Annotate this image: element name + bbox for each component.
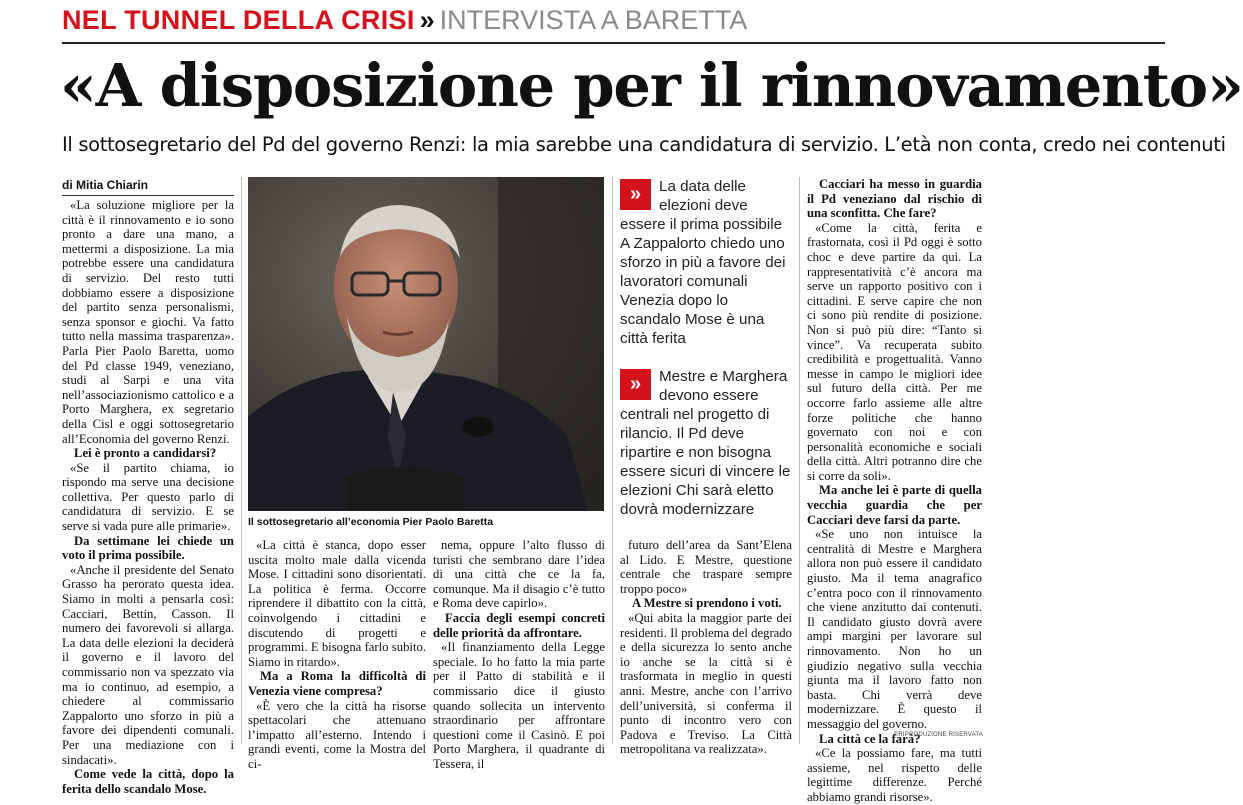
body-paragraph: «La soluzione migliore per la città è il rinnovamento e io sono pronto a dare una mano, a mettermi a disposizione. La mia potrebbe essere una candidatura di servizio. Del resto tutti dobbiamo essere a disposizione del partito senza personalismi, senza sponsor e giochi. Va fatto tutto nella massima trasparenza». Parla Pier Paolo Baretta, uomo del Pd classe 1949, veneziano, studi al Sarpi e una vita nell’associazionismo cattolico e a Porto Marghera, ex segretario della Cisl e oggi sottosegretario all’Economia del governo Renzi. [62,198,234,446]
column-divider [799,177,800,744]
article-column-2 [248,538,426,771]
body-paragraph: «Anche il presidente del Senato Grasso ha perorato questa idea. Siamo in molti a pensarla così: Cacciari, Bettin, Casson. Il numero dei favorevoli si allarga. La data delle elezioni la deciderà il governo e il lavoro del commissario non va spezzato via ma io continuo, ad esempio, a chiedere al commissario Zappalorto uno sforzo in più a favore dei dipendenti comunali. Per una mediazione con i sindacati». [62,562,234,767]
interview-question: Cacciari ha messo in guardia il Pd veneziano dal rischio di una sconfitta. Che fare? [807,177,982,221]
body-paragraph: futuro dell’area da Sant’Elena al Lido. E Mestre, questione centrale che traspare sempre troppo poco» [620,538,792,596]
article-column-4 [620,538,792,757]
body-paragraph: «È vero che la città ha risorse spettacolari che attenuano l’impatto all’esterno. Intendo i grandi eventi, come la Mostra del ci- [248,698,426,771]
subtitle: Il sottosegretario del Pd del governo Renzi: la mia sarebbe una candidatura di servizio. L’età non conta, credo nei contenuti [62,133,1226,156]
byline: di Mitia Chiarin [62,177,234,196]
kicker-arrow: » [419,5,435,35]
interview-question: La città ce la farà? [819,731,921,746]
body-paragraph: «Ce la possiamo fare, ma tutti assieme, nel rispetto delle legittime differenze. Perché abbiamo grandi risorse». [807,746,982,804]
header-divider [62,42,1165,44]
pull-quote-text: La data delle elezioni deve essere il prima possibile A Zappalorto chiedo uno sforzo in più a favore dei lavoratori comunali Venezia dopo lo scandalo Mose è una città ferita [620,178,786,347]
interview-question: Lei è pronto a candidarsi? [74,446,217,461]
column-divider [612,177,613,744]
section-kicker [62,3,747,37]
article-photo [248,177,604,511]
portrait-illustration [248,177,604,511]
copyright-notice: ©RIPRODUZIONE RISERVATA [893,732,983,738]
body-paragraph: «Se uno non intuisce la centralità di Mestre e Marghera allora non può essere il candidato giusto. Ma il tema anagrafico c’entra poco con il rinnovamento che viene anzitutto dai contenuti. Il candidato giusto dovrà avere ampi margini per lavorare sul rinnovamento. Non ho un giudizio negativo sulla vecchia giunta ma il lavoro fatto non basta. Chi verrà deve modernizzare. È questo il messaggio del governo. [807,527,982,731]
body-paragraph: nema, oppure l’alto flusso di turisti che sembrano dare l’idea di una città che ce la fa, comunque. Ma il disagio c’è tutto e Roma deve capirlo». [433,538,605,611]
interview-question: Ma a Roma la difficoltà di Venezia viene compresa? [248,669,426,698]
headline: «A disposizione per il rinnovamento» [60,51,1243,120]
body-paragraph: «La città è stanca, dopo esser uscita molto male dalla vicenda Mose. I cittadini sono disorientati. La politica è ferma. Occorre riprendere il dibattito con la città, coinvolgendo i cittadini e discutendo di progetti e programmi. E bisogna farlo subito. Siamo in ritardo». [248,538,426,669]
interview-question: A Mestre si prendono i voti. [632,596,782,611]
quote-marker-icon: » [620,369,651,400]
pull-quote-text: Mestre e Marghera devono essere centrali nel progetto di rilancio. Il Pd deve ripartire e non bisogna essere sicuri di vincere le elezioni Chi sarà eletto dovrà modernizzare [620,368,791,518]
photo-caption: Il sottosegretario all’economia Pier Paolo Baretta [248,516,494,528]
interview-question: Da settimane lei chiede un voto il prima possibile. [62,533,234,563]
kicker-interview-label: INTERVISTA A BARETTA [439,5,748,35]
column-divider [241,177,242,744]
body-paragraph: «Qui abita la maggior parte dei residenti. Il problema del degrado e della sicurezza lo sento anche io anche se la città si è trasformata in meglio in questi anni. Mestre, anche con l’arrivo dell’università, si conferma il punto di incontro vero con Padova e Treviso. La Città metropolitana va realizzata». [620,610,792,757]
body-paragraph: «Il finanziamento della Legge speciale. Io ho fatto la mia parte per il Patto di stabilità e il commissario dice il giusto quando sollecita un intervento straordinario per affrontare questioni come il Casinò. E poi Porto Marghera, il quadrante di Tessera, il [433,640,605,771]
pull-quote-1 [620,177,792,348]
article-column-3 [433,538,605,771]
quote-marker-icon: » [620,179,651,210]
article-column-1 [62,198,234,796]
interview-question: Faccia degli esempi concreti delle priorità da affrontare. [433,610,605,640]
kicker-section-title: NEL TUNNEL DELLA CRISI [62,5,415,35]
interview-question: Come vede la città, dopo la ferita dello scandalo Mose. [62,767,234,796]
pull-quote-2 [620,367,792,519]
interview-question: Ma anche lei è parte di quella vecchia guardia che per Cacciari deve farsi da parte. [807,483,982,527]
body-paragraph: «Come la città, ferita e frastornata, così il Pd oggi è sotto choc e deve partire da qui. La rappresentatività c’è ancora ma serve un rapporto positivo con i cittadini. E serve capire che non ci sono più rendite di posizione. Non si può più dire: “Tanto si vince”. Va recuperata subito credibilità e progettualità. Vanno messe in campo le migliori idee sul futuro della città. Per me occorre farlo assieme alle altre forze politiche che hanno governato con noi e con personalità economiche e sociali della città. Altri potranno dire che si corre da soli». [807,220,982,483]
body-paragraph: «Se il partito chiama, io rispondo ma serve una decisione collettiva. Per questo parlo di candidatura di servizio. E se serve si vada pure alle primarie». [62,460,234,534]
